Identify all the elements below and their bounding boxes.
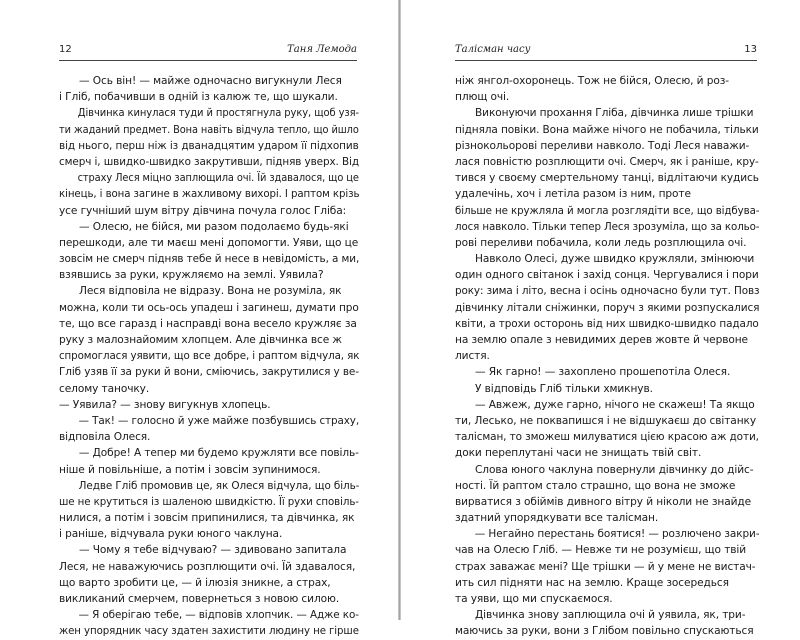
text-line: взявшись за руки, кружляємо на землі. Уявила?	[59, 269, 324, 282]
text-line: — Чому я тебе відчуваю? — здивовано запитала	[79, 544, 347, 557]
text-line: маючись за руки, вони з Глібом повільно спускаються	[455, 625, 754, 638]
text-line: ить сил підняти нас на землю. Краще зосередься	[455, 576, 729, 589]
text-line: Слова юного чаклуна повернули дівчинку до дійс-	[475, 463, 754, 476]
text-line: Дівчинка знову заплющила очі й уявила, як, три-	[475, 609, 746, 622]
text-line: — Добре! А тепер ми будемо кружляти все повіль-	[78, 447, 359, 460]
text-line: нилися, а потім і зовсім припинилися, та дівчинка, як	[59, 512, 355, 525]
header-rule	[59, 60, 357, 61]
text-line: тився у своєму смертельному танці, відлітаючи кудись	[455, 172, 759, 185]
text-line: перешкоди, але ти маєш мені допомогти. Уяви, що це	[59, 236, 359, 249]
text-line: селому таночку.	[59, 382, 150, 395]
text-line: — Я оберігаю тебе, — відповів хлопчик. — Адже ко-	[78, 609, 359, 622]
text-line: те, що все гаразд і насправді вона весело кружляє за	[59, 317, 357, 330]
text-line: що варто зробити це, — й ілюзія зникне, а страх,	[59, 576, 331, 589]
text-line: плющ очі.	[455, 91, 510, 104]
text-line: талісман, то зможеш милуватися цією красою аж доти,	[455, 431, 759, 444]
text-line: — Негайно перестань боятися! — розлючено закри-	[474, 528, 760, 541]
text-line: викликаний смерчем, повернеться з новою силою.	[59, 593, 340, 605]
text-line: Леся відповіла не відразу. Вона не розуміла, як	[79, 285, 342, 298]
text-line: страх заважає мені? Ще трішки — й у мене не вистач-	[455, 560, 756, 573]
book-title: Талісман часу	[455, 44, 531, 55]
text-line: усе гучніший шум вітру дівчина почула голос Гліба:	[59, 204, 347, 217]
text-line: Гліб узяв її за руки й вони, сміючись, закрутилися у ве-	[59, 366, 359, 379]
text-line: листя.	[455, 350, 490, 363]
text-line: Леся, не наважуючись розплющити очі. Їй здавалося,	[59, 560, 356, 573]
text-line: ності. Їй раптом стало страшно, що вона не зможе	[455, 479, 736, 492]
text-line: — Так! — голосно й уже майже позбувшись страху,	[78, 414, 360, 427]
text-line: — Як гарно! — захоплено прошепотіла Олеся.	[475, 366, 731, 379]
page-number: 12	[59, 44, 72, 55]
right-page-text	[455, 73, 759, 640]
text-line: можна, коли ти ось-ось упадеш і загинеш, думати про	[59, 301, 359, 314]
text-line: і раніше, відчувала руки юного чаклуна.	[59, 528, 283, 541]
text-line: та уяви, що ми спускаємося.	[455, 593, 613, 605]
text-line: жен упорядник часу здатен захистити людину не гірше	[59, 625, 359, 638]
header-rule	[455, 60, 757, 61]
text-line: відповіла Олеся.	[59, 431, 151, 444]
text-line: ніж янгол-охоронець. Тож не бійся, Олесю, й роз-	[455, 75, 729, 87]
text-line: від нього, перш ніж із дванадцятим ударом її підхопив	[59, 139, 359, 152]
text-line: руку з малознайомим хлопцем. Але дівчинка все ж	[59, 334, 342, 346]
text-line: року: зима і літо, весна і осінь одночасно були тут. Повз	[455, 285, 760, 298]
text-line: — Авжеж, дуже гарно, нічого не скажеш! Та якщо	[475, 398, 755, 411]
text-line: здатний упорядкувати все талісман.	[455, 512, 659, 525]
text-line: Виконуючи прохання Гліба, дівчинка лише трішки	[475, 107, 754, 120]
text-line: різнокольорові переливи навколо. Тоді Леся наважи-	[455, 139, 750, 152]
book-author: Таня Лемода	[287, 44, 357, 55]
text-line: удалечінь, хоч і летіла разом із ним, проте	[455, 188, 691, 201]
text-line: підняла повіки. Вона майже нічого не побачила, тільки	[455, 123, 759, 136]
text-line: У відповідь Гліб тільки хмикнув.	[475, 382, 653, 395]
text-line: доки переплутані часи не знищать твій світ.	[455, 447, 702, 460]
text-line: квіти, а трохи осторонь від них швидко-швидко падало	[455, 317, 759, 330]
text-line: — Уявила? — знову вигукнув хлопець.	[59, 398, 271, 411]
text-line: на землю опале з невидимих дерев жовте й червоне	[455, 334, 748, 346]
text-line: і Гліб, побачивши в одній із калюж те, що шукали.	[59, 91, 338, 104]
page-number: 13	[744, 44, 757, 55]
text-line: смерч і, швидко-швидко закрутивши, підняв уверх. Від	[59, 155, 359, 168]
text-line: лася повністю розплющити очі. Смерч, як і раніше, кру-	[455, 155, 759, 168]
text-line: більше не кружляла й могла розглядіти все, що відбува-	[455, 204, 760, 217]
text-line: зовсім не смерч підняв тебе й несе в невідомість, а ми,	[59, 253, 360, 266]
text-line: рові переливи побачила, коли ледь розплющила очі.	[455, 236, 747, 249]
right-page	[400, 0, 800, 638]
text-line: Ледве Гліб промовив це, як Олеся відчула, що біль-	[78, 479, 360, 492]
text-line: ти жаданий предмет. Вона навіть відчула тепло, що йшло	[59, 123, 359, 136]
left-page-text	[59, 73, 359, 640]
text-line: один одного світанок і захід сонця. Чергувалися і пори	[455, 269, 759, 282]
text-line: дівчинку літали сніжинки, поруч з якими розпускалися	[455, 301, 760, 314]
text-line: — Ось він! — майже одночасно вигукнули Леся	[79, 75, 342, 87]
text-line: чав на Олесю Гліб. — Невже ти не розумієш, що твій	[455, 544, 747, 557]
text-line: ти, Лесько, не поквапишся і не відшукаєш до світанку	[455, 414, 756, 427]
text-line: вирватися з обіймів дивного вітру й ніколи не знайде	[455, 495, 752, 508]
text-line: страху Леся міцно заплющила очі. Їй здавалося, що це	[77, 172, 359, 185]
text-line: Дівчинка кинулася туди й простягнула руку, щоб узя-	[77, 107, 360, 120]
text-line: ше не крутиться із шаленою швидкістю. Її рухи сповіль-	[59, 495, 359, 508]
text-line: — Олесю, не бійся, ми разом подолаємо будь-які	[79, 220, 349, 233]
text-line: ніше й повільніше, а потім і зовсім зупинимося.	[59, 463, 321, 476]
text-line: кінець, і вона загине в жахливому вихорі. І раптом крізь	[59, 188, 360, 201]
text-line: Навколо Олесі, дуже швидко кружляли, змінюючи	[475, 253, 755, 266]
text-line: спромоглася уявити, що все добре, і раптом відчула, як	[59, 350, 360, 363]
left-page	[0, 0, 399, 638]
text-line: лося навколо. Тільки тепер Леся зрозуміла, що за кольо-	[455, 220, 760, 233]
